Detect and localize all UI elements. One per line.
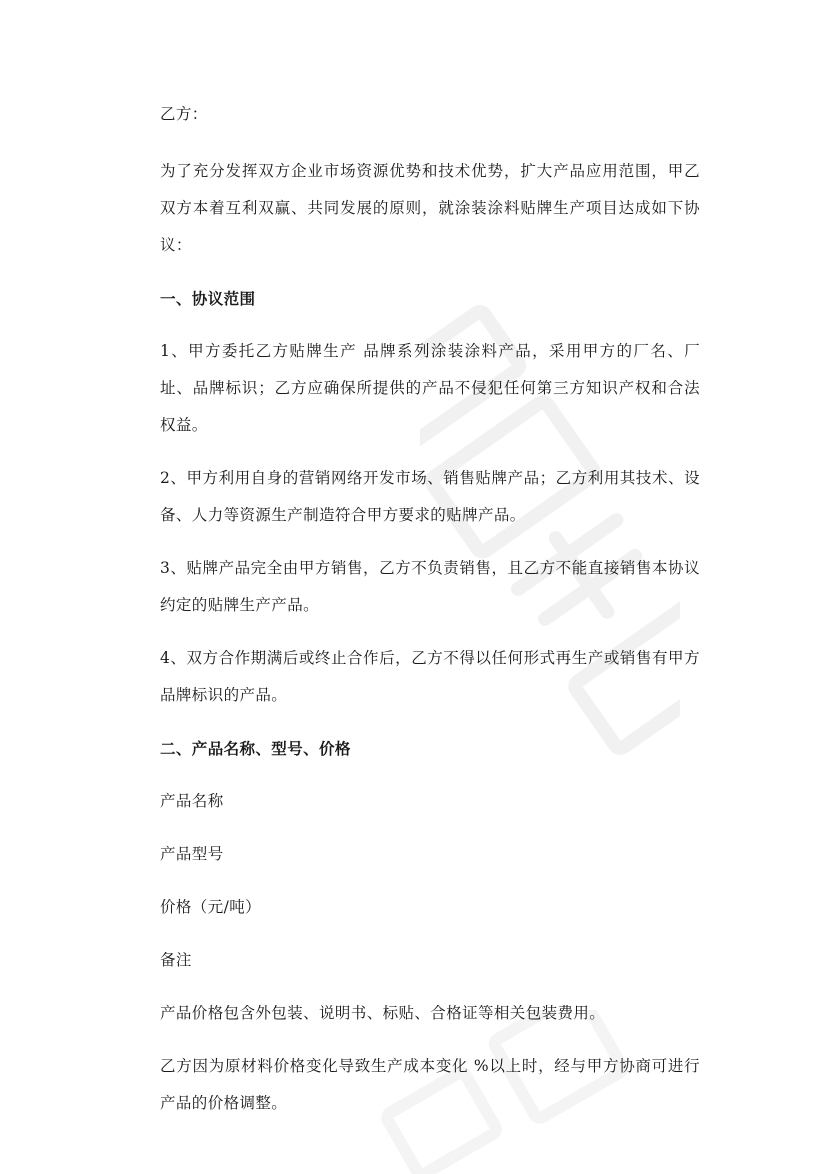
section-1-title: 一、协议范围 <box>160 289 256 308</box>
field-price: 价格（元/吨） <box>160 898 262 916</box>
field-product-model: 产品型号 <box>160 845 224 863</box>
document-body <box>160 96 700 1138</box>
section-2-note-2: 乙方因为原材料价格变化导致生产成本变化 %以上时，经与甲方协商可进行产品的价格调整。 <box>160 1057 700 1112</box>
party-b-label: 乙方： <box>160 105 208 123</box>
section-1-item-2: 2、甲方利用自身的营销网络开发市场、销售贴牌产品；乙方利用其技术、设备、人力等资源生产制造符合甲方要求的贴牌产品。 <box>160 469 700 524</box>
section-1-item-4: 4、双方合作期满后或终止合作后，乙方不得以任何形式再生产或销售有甲方品牌标识的产品。 <box>160 649 700 704</box>
section-2-title: 二、产品名称、型号、价格 <box>160 739 351 758</box>
section-1-item-3: 3、贴牌产品完全由甲方销售，乙方不负责销售，且乙方不能直接销售本协议约定的贴牌生产产品。 <box>160 559 700 614</box>
field-remarks: 备注 <box>160 951 192 969</box>
field-product-name: 产品名称 <box>160 792 224 810</box>
intro-paragraph: 为了充分发挥双方企业市场资源优势和技术优势，扩大产品应用范围，甲乙双方本着互利双赢、共同发展的原则，就涂装涂料贴牌生产项目达成如下协议： <box>160 162 700 254</box>
section-2-note-1: 产品价格包含外包装、说明书、标贴、合格证等相关包装费用。 <box>160 1004 606 1022</box>
section-1-item-1: 1、甲方委托乙方贴牌生产 品牌系列涂装涂料产品，采用甲方的厂名、厂址、品牌标识；乙方应确保所提供的产品不侵犯任何第三方知识产权和合法权益。 <box>160 342 700 434</box>
